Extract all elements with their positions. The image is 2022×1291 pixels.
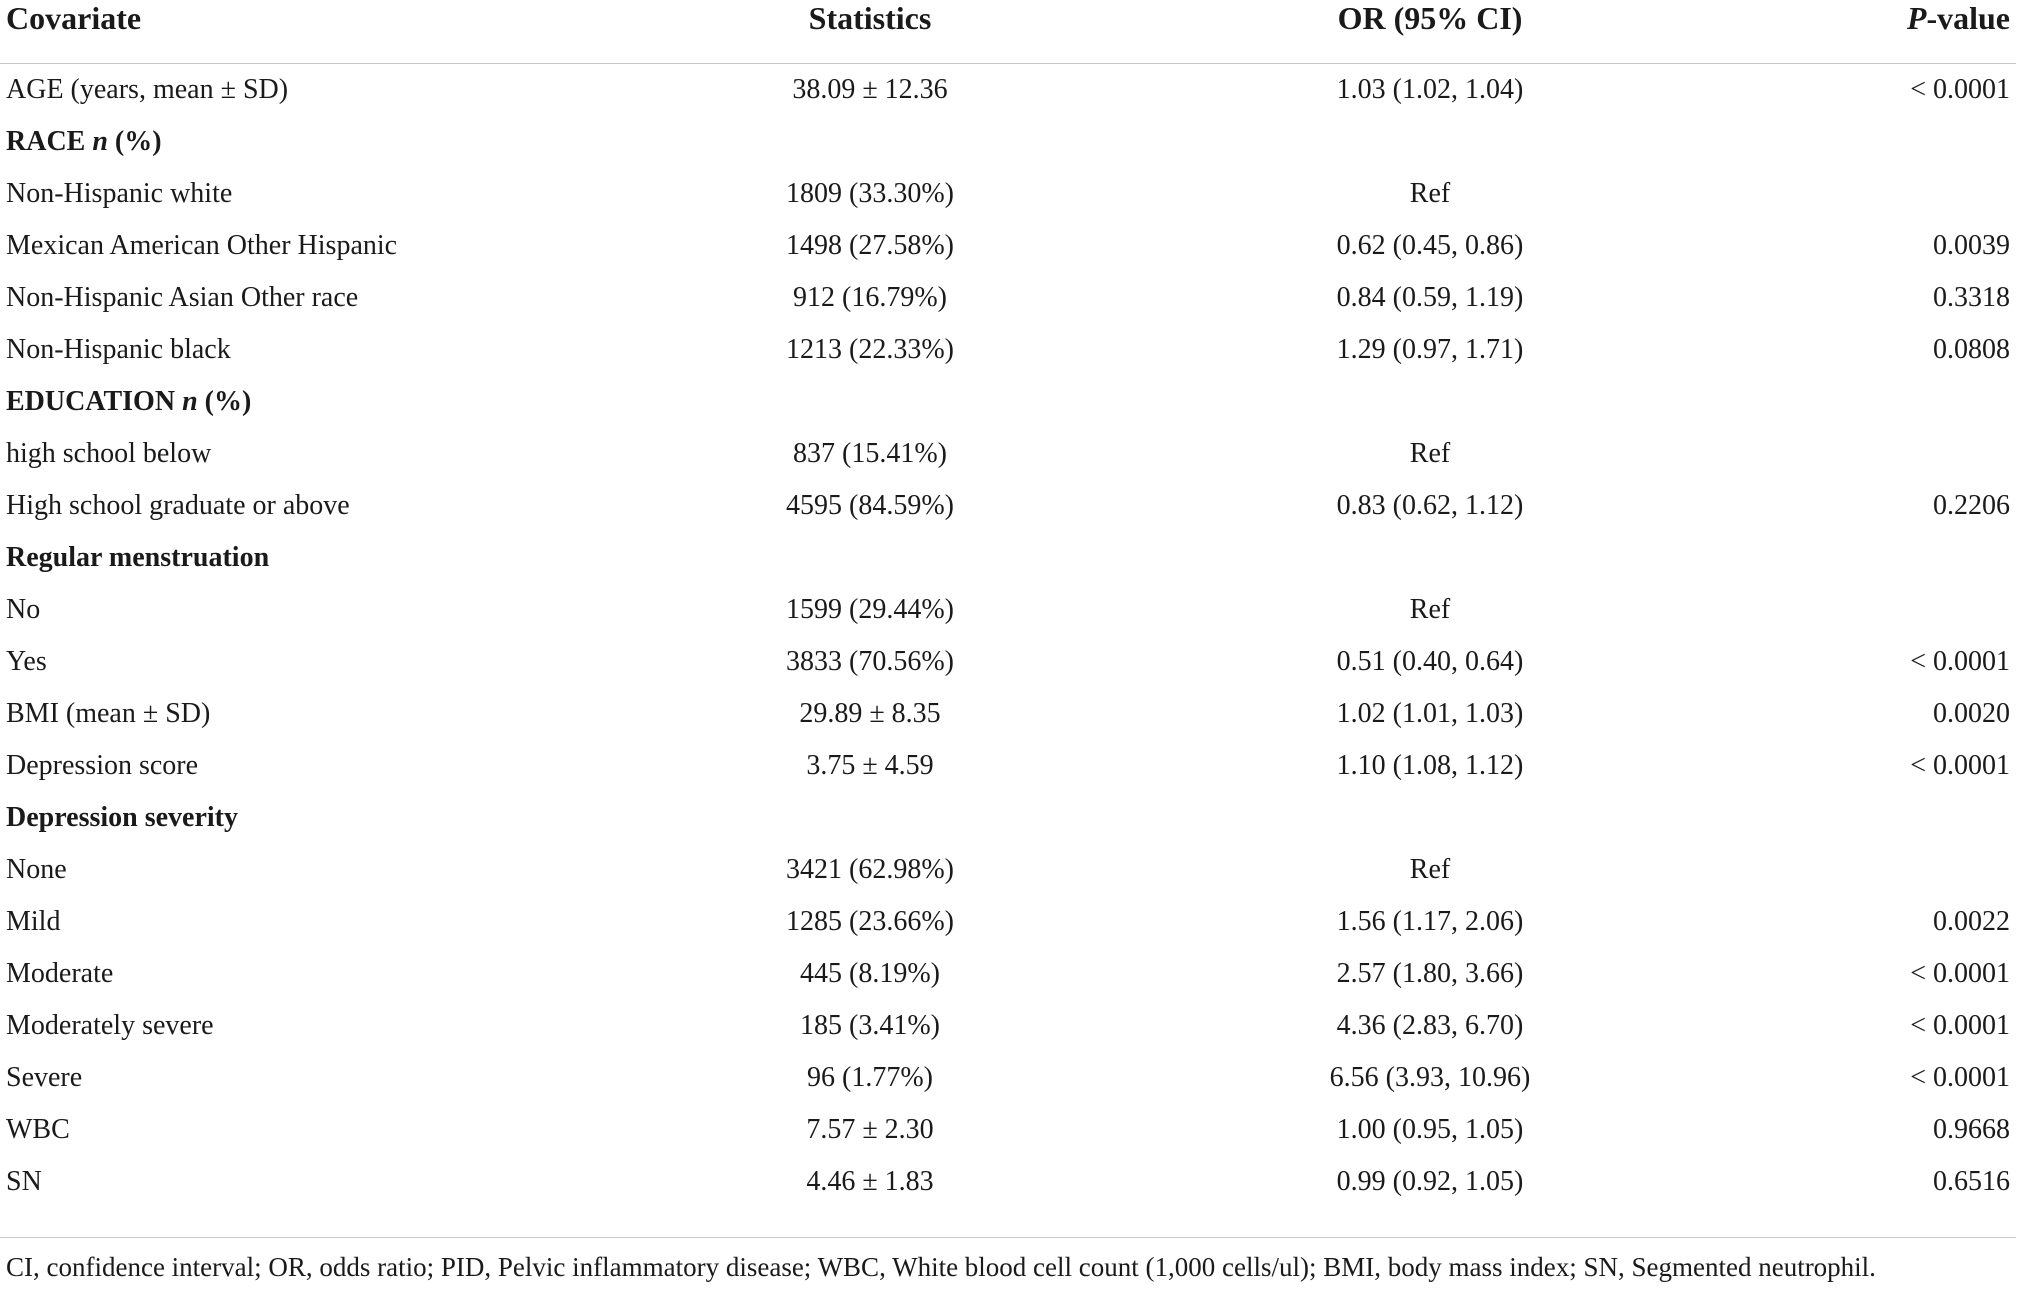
section-label-text: Regular menstruation [6,542,270,573]
table-header [0,0,2016,64]
cell-p-value: 0.0022 [1933,906,2010,937]
section-label [0,792,520,844]
table-footnote: CI, confidence interval; OR, odds ratio; PID, Pelvic inflammatory disease; WBC, White blood cell count (1,000 cells/ul); BMI, body mass index; SN, Segmented neutrophil. [6,1252,1876,1282]
section-label [0,116,520,168]
table-row [0,480,2016,532]
table-row [0,688,2016,740]
cell-p-value: 0.2206 [1933,490,2010,521]
cell-statistics: 96 (1.77%) [807,1062,933,1093]
cell-covariate: No [6,594,41,625]
cell-p-value: < 0.0001 [1910,74,2010,105]
cell-or-ci: 0.83 (0.62, 1.12) [1336,490,1524,521]
cell-covariate: WBC [6,1114,70,1145]
cell-statistics: 185 (3.41%) [800,1010,940,1041]
cell-statistics: 7.57 ± 2.30 [806,1114,934,1145]
cell-statistics: 837 (15.41%) [793,438,947,469]
cell-covariate: SN [6,1166,42,1197]
cell-covariate: Mexican American Other Hispanic [6,230,398,261]
bottom-rule [0,1237,2016,1238]
cell-statistics: 4595 (84.59%) [786,490,954,521]
empty-cell [1640,376,2016,428]
header-or-ci: OR (95% CI) [1220,0,1640,64]
cell-statistics: 3421 (62.98%) [786,854,954,885]
cell-statistics: 3833 (70.56%) [786,646,954,677]
empty-cell [1220,116,1640,168]
cell-statistics: 1599 (29.44%) [786,594,954,625]
section-label-italic: n [182,386,198,417]
cell-p-value: 0.6516 [1933,1166,2010,1197]
cell-p-value: < 0.0001 [1910,1010,2010,1041]
cell-or-ci: 0.99 (0.92, 1.05) [1336,1166,1524,1197]
header-statistics: Statistics [520,0,1220,64]
empty-cell [1220,792,1640,844]
cell-statistics: 1285 (23.66%) [786,906,954,937]
cell-or-ci: 1.02 (1.01, 1.03) [1336,698,1524,729]
cell-covariate: Mild [6,906,61,937]
cell-p-value: 0.0039 [1933,230,2010,261]
cell-covariate: Non-Hispanic white [6,178,233,209]
empty-cell [1220,532,1640,584]
cell-or-ci: 0.51 (0.40, 0.64) [1336,646,1524,677]
table-row [0,948,2016,1000]
table-row [0,272,2016,324]
cell-covariate: AGE (years, mean ± SD) [6,74,289,105]
cell-or-ci: 2.57 (1.80, 3.66) [1336,958,1524,989]
cell-statistics: 1213 (22.33%) [786,334,954,365]
cell-covariate: BMI (mean ± SD) [6,698,211,729]
cell-covariate: None [6,854,67,885]
cell-covariate: Yes [6,646,47,677]
section-label-tail: (%) [107,126,162,157]
section-label [0,376,520,428]
cell-covariate: Non-Hispanic black [6,334,231,365]
cell-p-value: 0.3318 [1933,282,2010,313]
cell-p-value [1640,844,2016,896]
section-label [0,532,520,584]
cell-covariate: Depression score [6,750,199,781]
cell-p-value: < 0.0001 [1910,750,2010,781]
table-row [0,168,2016,220]
cell-or-ci: Ref [1409,178,1451,209]
table-row [0,1104,2016,1156]
empty-cell [520,116,1220,168]
cell-or-ci: 0.62 (0.45, 0.86) [1336,230,1524,261]
cell-or-ci: Ref [1409,594,1451,625]
section-row [0,532,2016,584]
cell-or-ci: 1.56 (1.17, 2.06) [1336,906,1524,937]
table-row [0,64,2016,117]
cell-p-value: 0.0808 [1933,334,2010,365]
section-label-italic: n [92,126,108,157]
section-row [0,792,2016,844]
table-row [0,636,2016,688]
header-row [0,0,2016,64]
section-label-text: RACE [6,126,93,157]
cell-or-ci: 0.84 (0.59, 1.19) [1336,282,1524,313]
cell-statistics: 445 (8.19%) [800,958,940,989]
table-body [0,64,2016,1209]
table-row [0,220,2016,272]
table-row [0,1156,2016,1208]
empty-cell [520,792,1220,844]
cell-p-value [1640,428,2016,480]
empty-cell [1640,532,2016,584]
cell-p-value [1640,584,2016,636]
table-row [0,896,2016,948]
header-p-value [1640,0,2016,64]
cell-or-ci: Ref [1409,438,1451,469]
cell-or-ci: 1.03 (1.02, 1.04) [1336,74,1524,105]
cell-p-value: < 0.0001 [1910,1062,2010,1093]
section-label-tail: (%) [197,386,252,417]
cell-or-ci: 1.29 (0.97, 1.71) [1336,334,1524,365]
section-label-text: Depression severity [6,802,238,833]
empty-cell [520,376,1220,428]
cell-or-ci: 1.10 (1.08, 1.12) [1336,750,1524,781]
cell-or-ci: 6.56 (3.93, 10.96) [1329,1062,1531,1093]
cell-covariate: Moderate [6,958,114,989]
table-row [0,844,2016,896]
cell-statistics: 29.89 ± 8.35 [799,698,941,729]
table-row [0,428,2016,480]
cell-p-value [1640,168,2016,220]
table-row [0,740,2016,792]
cell-covariate: High school graduate or above [6,490,350,521]
cell-p-value: 0.9668 [1933,1114,2010,1145]
cell-statistics: 912 (16.79%) [793,282,947,313]
empty-cell [1220,376,1640,428]
table-row [0,1000,2016,1052]
table-row [0,584,2016,636]
section-row [0,376,2016,428]
cell-statistics: 1498 (27.58%) [786,230,954,261]
empty-cell [1640,792,2016,844]
cell-or-ci: 4.36 (2.83, 6.70) [1336,1010,1524,1041]
cell-p-value: < 0.0001 [1910,958,2010,989]
section-label-text: EDUCATION [6,386,183,417]
section-row [0,116,2016,168]
cell-p-value: 0.0020 [1933,698,2010,729]
empty-cell [1640,116,2016,168]
empty-cell [520,532,1220,584]
cell-statistics: 38.09 ± 12.36 [792,74,948,105]
cell-or-ci: Ref [1409,854,1451,885]
cell-statistics: 1809 (33.30%) [786,178,954,209]
cell-p-value: < 0.0001 [1910,646,2010,677]
cell-covariate: Moderately severe [6,1010,214,1041]
cell-statistics: 4.46 ± 1.83 [806,1166,934,1197]
table-row [0,324,2016,376]
cell-covariate: Severe [6,1062,83,1093]
header-p-italic: P [1906,0,1927,36]
cell-or-ci: 1.00 (0.95, 1.05) [1336,1114,1524,1145]
header-covariate: Covariate [0,0,520,64]
cell-covariate: Non-Hispanic Asian Other race [6,282,359,313]
cell-covariate: high school below [6,438,212,469]
cell-statistics: 3.75 ± 4.59 [806,750,934,781]
table-row [0,1052,2016,1104]
header-p-rest: -value [1926,0,2010,36]
